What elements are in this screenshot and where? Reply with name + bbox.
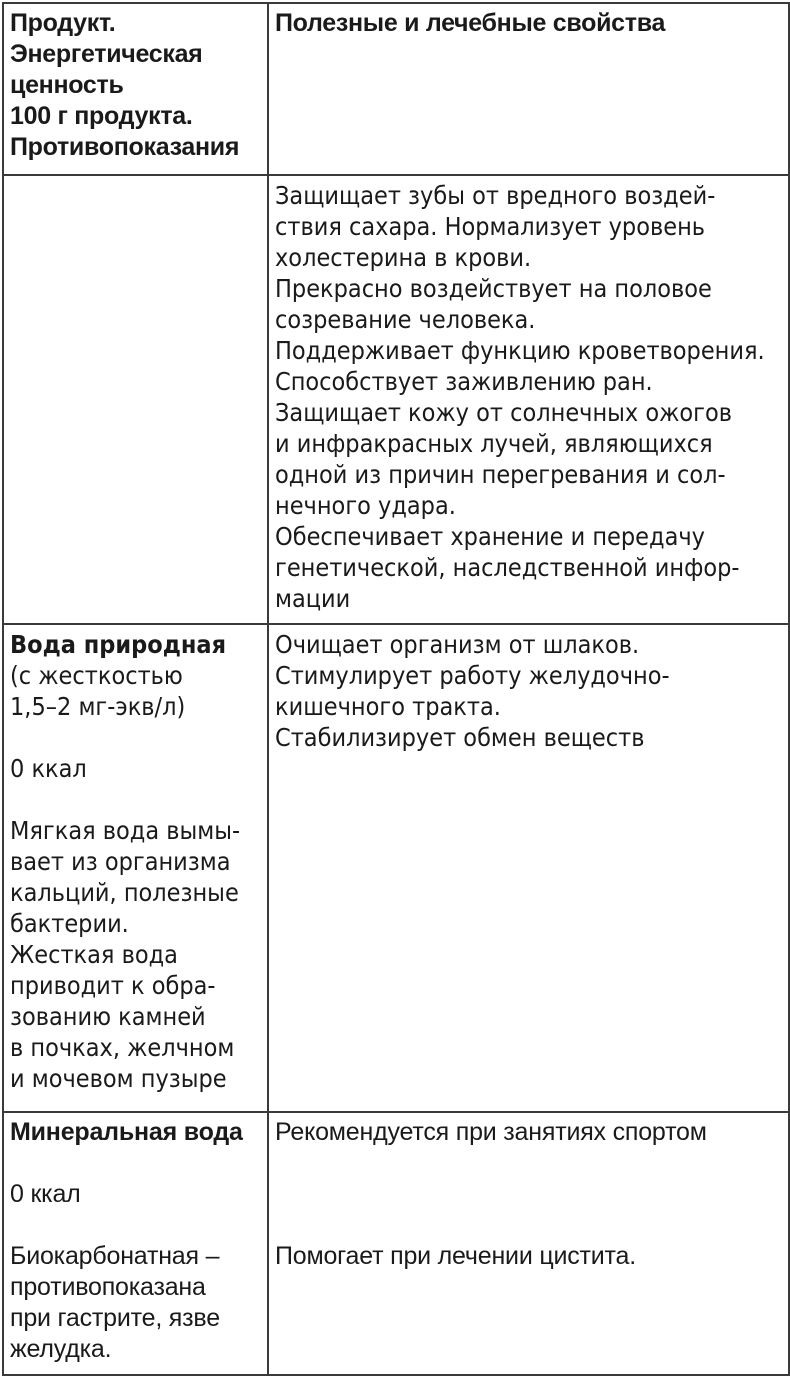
contraindication-line: зованию камней (10, 1002, 206, 1031)
text-line: нечного удара. (275, 491, 456, 520)
contraindication-line: Биокарбонатная – (10, 1242, 220, 1270)
text-line: Способствует заживлению ран. (275, 367, 653, 396)
header-properties (268, 3, 789, 175)
text-line: и инфракрасных лучей, являющихся (275, 429, 713, 458)
contraindication-line: Мягкая вода вымы- (10, 816, 241, 845)
text-line: Очищает организм от шлаков. (275, 630, 640, 659)
product-cell (3, 624, 268, 1112)
table-row (3, 1112, 789, 1375)
product-subtitle: (с жесткостью (10, 661, 183, 690)
text-line: созревание человека. (275, 305, 536, 334)
header-row (3, 3, 789, 175)
header-line: Противопоказания (10, 133, 240, 161)
text-line: Прекрасно воздействует на половое (275, 274, 712, 303)
contraindication-line: бактерии. (10, 909, 129, 938)
product-cell (3, 1112, 268, 1375)
header-product (3, 3, 268, 175)
header-line: ценность (10, 71, 124, 99)
contraindication-line: Жесткая вода (10, 940, 178, 969)
header-line: Энергетическая (10, 40, 203, 68)
contraindication-line: противопоказана (10, 1273, 206, 1301)
contraindication-line: желудка. (10, 1335, 112, 1363)
nutrition-table (2, 2, 790, 1376)
contraindication-line: при гастрите, язве (10, 1304, 220, 1332)
product-subtitle: 1,5–2 мг-экв/л) (10, 692, 186, 721)
text-line: Рекомендуется при занятиях спортом (275, 1118, 707, 1146)
contraindication-line: кальций, полезные (10, 878, 239, 907)
product-cell (3, 175, 268, 624)
properties-cell (268, 175, 789, 624)
text-line: холестерина в крови. (275, 243, 532, 272)
text-line: мации (275, 584, 351, 613)
energy-value: 0 ккал (10, 754, 87, 783)
text-line: Защищает зубы от вредного воздей- (275, 181, 716, 210)
text-line: кишечного тракта. (275, 692, 501, 721)
contraindication-line: и мочевом пузыре (10, 1064, 227, 1093)
header-line: Продукт. (10, 9, 116, 37)
header-line: Полезные и лечебные свойства (275, 9, 666, 37)
text-line: ствия сахара. Нормализует уровень (275, 212, 706, 241)
table-row (3, 175, 789, 624)
properties-cell (268, 1112, 789, 1375)
text-line: Помогает при лечении цистита. (275, 1242, 636, 1270)
text-line: генетической, наследственной инфор- (275, 553, 740, 582)
text-line: Защищает кожу от солнечных ожогов (275, 398, 732, 427)
energy-value: 0 ккал (10, 1180, 81, 1208)
text-line: Обеспечивает хранение и передачу (275, 522, 705, 551)
contraindication-line: в почках, желчном (10, 1033, 235, 1062)
properties-cell (268, 624, 789, 1112)
text-line: Стабилизирует обмен веществ (275, 723, 645, 752)
header-line: 100 г продукта. (10, 102, 193, 130)
contraindication-line: вает из организма (10, 847, 231, 876)
text-line: Стимулирует работу желудочно- (275, 661, 670, 690)
contraindication-line: приводит к обра- (10, 971, 216, 1000)
text-line: Поддерживает функцию кроветворения. (275, 336, 765, 365)
product-name: Вода природная (10, 630, 227, 659)
table-row (3, 624, 789, 1112)
text-line: одной из причин перегревания и сол- (275, 460, 726, 489)
product-name: Минеральная вода (10, 1118, 243, 1146)
